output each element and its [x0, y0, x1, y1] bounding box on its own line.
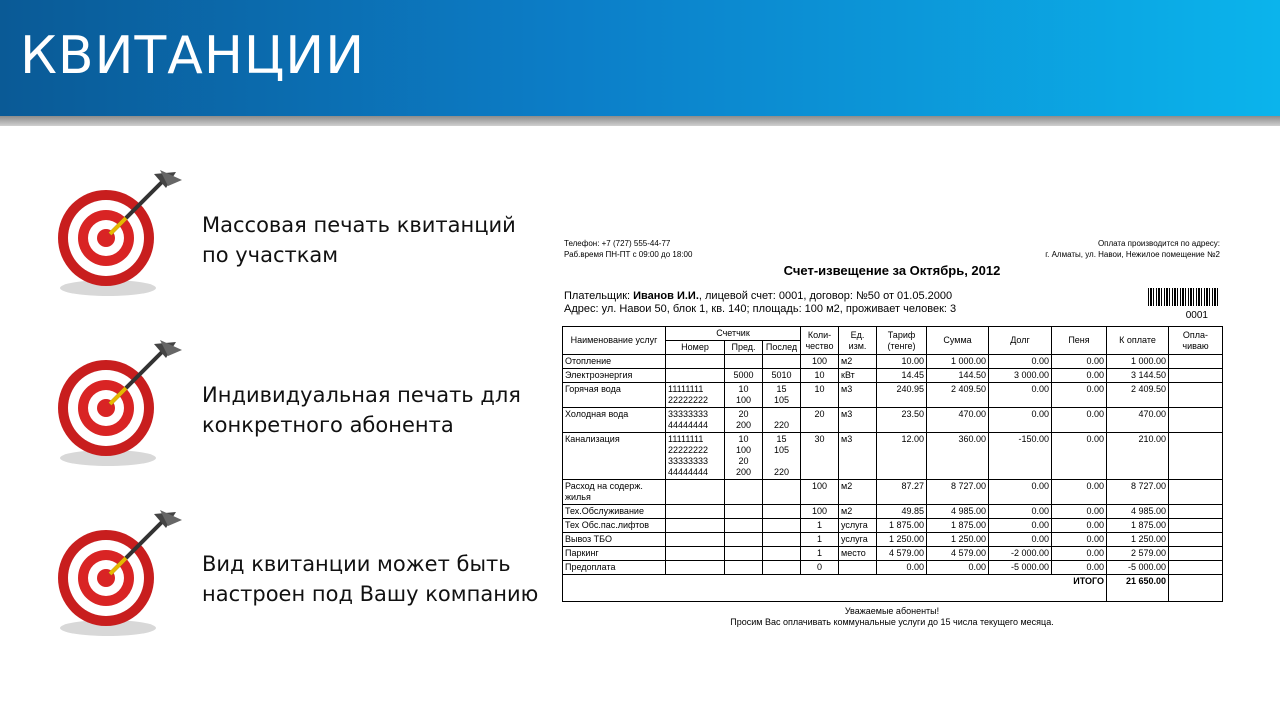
table-row	[563, 519, 1223, 533]
receipt-footer	[562, 606, 1222, 628]
col-tariff: Тариф (тенге)	[877, 327, 927, 355]
table-row	[563, 355, 1223, 369]
col-paid: Опла-чиваю	[1169, 327, 1223, 355]
cell-qty: 30	[801, 433, 839, 480]
cell-unit: м3	[839, 408, 877, 433]
cell-qty: 100	[801, 480, 839, 505]
table-row	[563, 383, 1223, 408]
charges-table	[562, 326, 1223, 602]
cell-last	[763, 547, 801, 561]
col-debt: Долг	[989, 327, 1052, 355]
table-row	[563, 533, 1223, 547]
cell-sum: 2 409.50	[927, 383, 989, 408]
total-paid-cell	[1169, 575, 1223, 602]
cell-penalty: 0.00	[1052, 547, 1107, 561]
cell-sum: 4 985.00	[927, 505, 989, 519]
cell-tariff: 87.27	[877, 480, 927, 505]
cell-debt: -2 000.00	[989, 547, 1052, 561]
payment-address-label: Оплата производится по адресу:	[1097, 239, 1220, 248]
cell-prev: 10 100 20 200	[725, 433, 763, 480]
bullet-text	[202, 380, 521, 440]
cell-tariff: 0.00	[877, 561, 927, 575]
contact-info	[564, 238, 692, 260]
cell-sum: 144.50	[927, 369, 989, 383]
cell-prev	[725, 547, 763, 561]
cell-debt: -150.00	[989, 433, 1052, 480]
col-qty: Коли-чество	[801, 327, 839, 355]
cell-number	[666, 355, 725, 369]
divider-band	[0, 116, 1280, 126]
cell-unit: услуга	[839, 533, 877, 547]
total-row	[563, 575, 1223, 602]
cell-qty: 10	[801, 383, 839, 408]
cell-qty: 20	[801, 408, 839, 433]
cell-penalty: 0.00	[1052, 480, 1107, 505]
cell-last	[763, 480, 801, 505]
total-label: ИТОГО	[563, 575, 1107, 602]
cell-paid	[1169, 433, 1223, 480]
cell-debt: 0.00	[989, 355, 1052, 369]
cell-to-pay: 2 409.50	[1107, 383, 1169, 408]
cell-paid	[1169, 547, 1223, 561]
cell-penalty: 0.00	[1052, 369, 1107, 383]
cell-service: Электроэнергия	[563, 369, 666, 383]
cell-to-pay: 3 144.50	[1107, 369, 1169, 383]
cell-service: Тех Обс.пас.лифтов	[563, 519, 666, 533]
cell-number	[666, 519, 725, 533]
cell-tariff: 1 875.00	[877, 519, 927, 533]
cell-sum: 8 727.00	[927, 480, 989, 505]
bullet-line: Массовая печать квитанций	[202, 213, 516, 237]
bullet-line: настроен под Вашу компанию	[202, 582, 539, 606]
cell-prev: 10 100	[725, 383, 763, 408]
title-banner	[0, 0, 1280, 116]
target-icon	[50, 506, 190, 646]
payer-details: , лицевой счет: 0001, договор: №50 от 01.05.2000	[698, 290, 953, 302]
cell-sum: 1 875.00	[927, 519, 989, 533]
cell-penalty: 0.00	[1052, 408, 1107, 433]
cell-service: Тех.Обслуживание	[563, 505, 666, 519]
cell-sum: 0.00	[927, 561, 989, 575]
cell-paid	[1169, 480, 1223, 505]
cell-number: 33333333 44444444	[666, 408, 725, 433]
cell-qty: 10	[801, 369, 839, 383]
cell-to-pay: 210.00	[1107, 433, 1169, 480]
total-value: 21 650.00	[1107, 575, 1169, 602]
cell-unit	[839, 561, 877, 575]
payer-info	[564, 290, 956, 316]
cell-last	[763, 561, 801, 575]
cell-to-pay: 8 727.00	[1107, 480, 1169, 505]
footer-note: Просим Вас оплачивать коммунальные услуги до 15 числа текущего месяца.	[730, 617, 1054, 627]
cell-debt: 0.00	[989, 383, 1052, 408]
cell-prev	[725, 561, 763, 575]
cell-penalty: 0.00	[1052, 505, 1107, 519]
col-number: Номер	[666, 341, 725, 355]
bullet-line: Вид квитанции может быть	[202, 552, 511, 576]
cell-sum: 4 579.00	[927, 547, 989, 561]
cell-penalty: 0.00	[1052, 519, 1107, 533]
cell-number	[666, 561, 725, 575]
col-to-pay: К оплате	[1107, 327, 1169, 355]
receipt-title: Счет-извещение за Октябрь, 2012	[783, 263, 1001, 278]
charges-body	[563, 355, 1223, 575]
cell-unit: м2	[839, 480, 877, 505]
cell-sum: 1 000.00	[927, 355, 989, 369]
target-icon	[50, 166, 190, 306]
cell-penalty: 0.00	[1052, 355, 1107, 369]
cell-number	[666, 533, 725, 547]
bullet-line: конкретного абонента	[202, 413, 454, 437]
cell-last	[763, 519, 801, 533]
cell-to-pay: 4 985.00	[1107, 505, 1169, 519]
cell-debt: 0.00	[989, 519, 1052, 533]
cell-service: Предоплата	[563, 561, 666, 575]
cell-number	[666, 505, 725, 519]
cell-number	[666, 480, 725, 505]
footer-greeting: Уважаемые абоненты!	[844, 606, 940, 616]
cell-tariff: 12.00	[877, 433, 927, 480]
cell-penalty: 0.00	[1052, 533, 1107, 547]
cell-qty: 1	[801, 519, 839, 533]
cell-unit: место	[839, 547, 877, 561]
cell-tariff: 10.00	[877, 355, 927, 369]
cell-debt: 0.00	[989, 480, 1052, 505]
cell-tariff: 23.50	[877, 408, 927, 433]
col-sum: Сумма	[927, 327, 989, 355]
cell-debt: 3 000.00	[989, 369, 1052, 383]
slide-title: КВИТАНЦИИ	[20, 26, 366, 86]
payer-label: Плательщик:	[564, 290, 634, 302]
cell-sum: 470.00	[927, 408, 989, 433]
col-last: Послед	[763, 341, 801, 355]
col-prev: Пред.	[725, 341, 763, 355]
cell-debt: 0.00	[989, 505, 1052, 519]
payment-address-value: г. Алматы, ул. Навои, Нежилое помещение №2	[1045, 250, 1220, 259]
table-row	[563, 369, 1223, 383]
cell-penalty: 0.00	[1052, 561, 1107, 575]
bullet-line: Индивидуальная печать для	[202, 383, 521, 407]
cell-qty: 100	[801, 355, 839, 369]
col-meter: Счетчик	[666, 327, 801, 341]
cell-sum: 360.00	[927, 433, 989, 480]
cell-sum: 1 250.00	[927, 533, 989, 547]
cell-prev: 5000	[725, 369, 763, 383]
cell-prev	[725, 505, 763, 519]
cell-last: 15 105	[763, 383, 801, 408]
cell-service: Канализация	[563, 433, 666, 480]
cell-paid	[1169, 383, 1223, 408]
cell-number: 11111111 22222222 33333333 44444444	[666, 433, 725, 480]
hours-text: Раб.время ПН-ПТ с 09:00 до 18:00	[564, 250, 693, 259]
cell-service: Паркинг	[563, 547, 666, 561]
barcode	[1148, 288, 1220, 306]
cell-last: 15 105 220	[763, 433, 801, 480]
phone-text: Телефон: +7 (727) 555-44-77	[564, 239, 671, 248]
cell-penalty: 0.00	[1052, 383, 1107, 408]
cell-paid	[1169, 505, 1223, 519]
cell-paid	[1169, 355, 1223, 369]
cell-paid	[1169, 369, 1223, 383]
cell-to-pay: 1 875.00	[1107, 519, 1169, 533]
cell-number	[666, 369, 725, 383]
cell-service: Вывоз ТБО	[563, 533, 666, 547]
table-row	[563, 505, 1223, 519]
cell-unit: м3	[839, 433, 877, 480]
cell-penalty: 0.00	[1052, 433, 1107, 480]
payer-address: Адрес: ул. Навои 50, блок 1, кв. 140; площадь: 100 м2, проживает человек: 3	[564, 303, 957, 315]
cell-number	[666, 547, 725, 561]
cell-debt: 0.00	[989, 408, 1052, 433]
cell-paid	[1169, 408, 1223, 433]
cell-unit: услуга	[839, 519, 877, 533]
cell-last	[763, 355, 801, 369]
bullet-text	[202, 210, 516, 270]
cell-unit: м3	[839, 383, 877, 408]
cell-to-pay: 470.00	[1107, 408, 1169, 433]
cell-prev: 20 200	[725, 408, 763, 433]
cell-prev	[725, 519, 763, 533]
col-penalty: Пеня	[1052, 327, 1107, 355]
cell-prev	[725, 355, 763, 369]
barcode-number: 0001	[1185, 310, 1208, 321]
cell-to-pay: 1 000.00	[1107, 355, 1169, 369]
cell-qty: 1	[801, 533, 839, 547]
cell-tariff: 240.95	[877, 383, 927, 408]
cell-qty: 0	[801, 561, 839, 575]
cell-tariff: 1 250.00	[877, 533, 927, 547]
cell-paid	[1169, 561, 1223, 575]
target-icon	[50, 336, 190, 476]
cell-qty: 1	[801, 547, 839, 561]
col-unit: Ед. изм.	[839, 327, 877, 355]
table-row	[563, 408, 1223, 433]
cell-service: Отопление	[563, 355, 666, 369]
cell-last	[763, 533, 801, 547]
cell-paid	[1169, 533, 1223, 547]
cell-prev	[725, 533, 763, 547]
payment-address	[1045, 238, 1220, 260]
cell-last: 220	[763, 408, 801, 433]
cell-last	[763, 505, 801, 519]
cell-service: Горячая вода	[563, 383, 666, 408]
table-row	[563, 547, 1223, 561]
table-row	[563, 433, 1223, 480]
cell-tariff: 49.85	[877, 505, 927, 519]
cell-unit: м2	[839, 355, 877, 369]
cell-last: 5010	[763, 369, 801, 383]
cell-number: 11111111 22222222	[666, 383, 725, 408]
table-row	[563, 561, 1223, 575]
cell-debt: -5 000.00	[989, 561, 1052, 575]
cell-service: Расход на содерж. жилья	[563, 480, 666, 505]
cell-tariff: 4 579.00	[877, 547, 927, 561]
payer-name: Иванов И.И.	[633, 290, 699, 302]
cell-prev	[725, 480, 763, 505]
col-service: Наименование услуг	[563, 327, 666, 355]
cell-tariff: 14.45	[877, 369, 927, 383]
cell-debt: 0.00	[989, 533, 1052, 547]
table-row	[563, 480, 1223, 505]
cell-unit: м2	[839, 505, 877, 519]
cell-unit: кВт	[839, 369, 877, 383]
cell-service: Холодная вода	[563, 408, 666, 433]
cell-qty: 100	[801, 505, 839, 519]
bullet-text	[202, 549, 538, 609]
bullet-line: по участкам	[202, 243, 339, 267]
cell-paid	[1169, 519, 1223, 533]
cell-to-pay: -5 000.00	[1107, 561, 1169, 575]
cell-to-pay: 1 250.00	[1107, 533, 1169, 547]
cell-to-pay: 2 579.00	[1107, 547, 1169, 561]
